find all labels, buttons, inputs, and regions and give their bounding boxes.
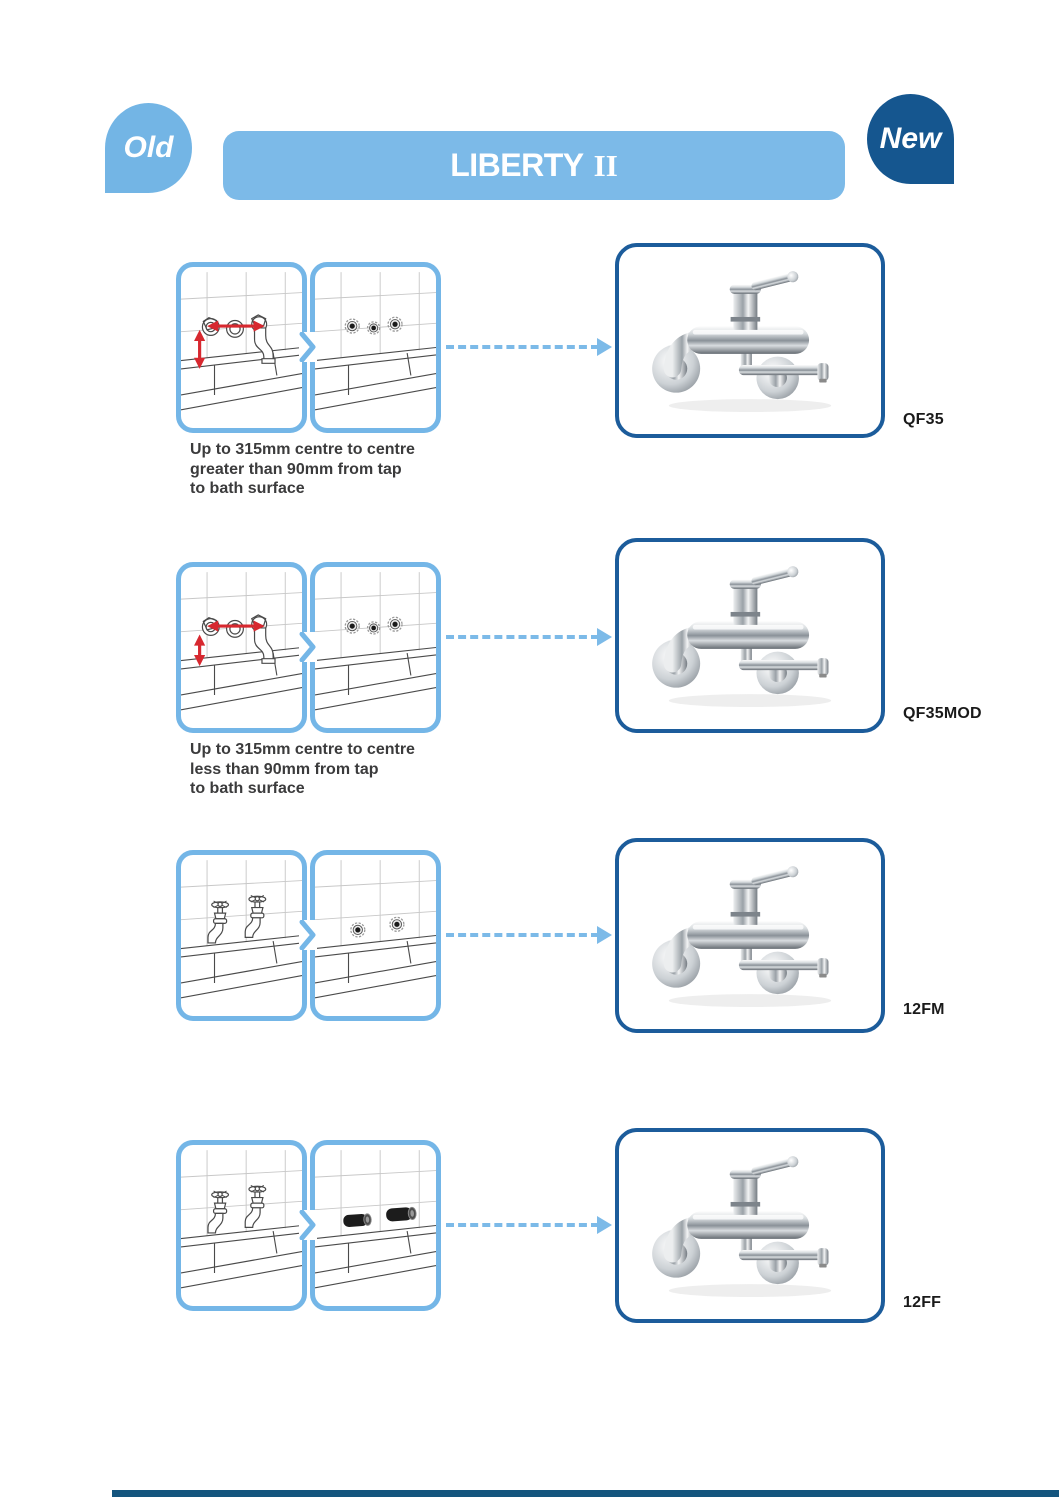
row3-product-code: 12FM [903, 1001, 945, 1018]
connector-chevron-icon [299, 632, 317, 662]
faucet-photo [630, 1143, 870, 1308]
new-badge [867, 94, 954, 184]
bottom-accent-bar [112, 1490, 1059, 1497]
row4-product-code: 12FF [903, 1294, 942, 1311]
dashed-arrow-right-icon [446, 925, 612, 945]
arrow-line [446, 345, 599, 349]
connector-chevron-icon [299, 1210, 317, 1240]
bib-taps-drawing [181, 1145, 302, 1306]
wall-mixer-drawing [181, 267, 302, 428]
three-holes-drawing [315, 267, 436, 428]
caption-line: Up to 315mm centre to centre [190, 741, 415, 758]
caption-line: to bath surface [190, 480, 305, 497]
caption-line: less than 90mm from tap [190, 760, 379, 778]
row1-product-photo-box [615, 243, 885, 438]
old-badge-label: Old [123, 131, 174, 164]
arrow-line [446, 933, 599, 937]
row1-product-code: QF35 [903, 411, 944, 428]
faucet-photo [630, 853, 870, 1018]
caption-line: to bath surface [190, 780, 305, 797]
faucet-photo [630, 258, 870, 423]
row2-old-installation-illustration [176, 562, 307, 733]
row2-product-code: QF35MOD [903, 705, 982, 722]
arrow-head [597, 628, 612, 646]
row2-new-installation-illustration [310, 562, 441, 733]
caption-line: Up to 315mm centre to centre [190, 441, 415, 458]
dashed-arrow-right-icon [446, 1215, 612, 1235]
old-badge [105, 103, 192, 193]
arrow-head [597, 338, 612, 356]
bib-taps-drawing [181, 855, 302, 1016]
connector-chevron-icon [299, 332, 317, 362]
row4-old-installation-illustration [176, 1140, 307, 1311]
page-title: LIBERTY [450, 147, 584, 183]
caption-line: greater than 90mm from tap [190, 460, 402, 478]
page-title-banner [223, 131, 845, 200]
row4-new-installation-illustration [310, 1140, 441, 1311]
three-holes-drawing [315, 567, 436, 728]
row3-product-photo-box [615, 838, 885, 1033]
row1-new-installation-illustration [310, 262, 441, 433]
row1-old-installation-illustration [176, 262, 307, 433]
faucet-photo [630, 553, 870, 718]
arrow-head [597, 926, 612, 944]
page-title-suffix: II [593, 147, 618, 183]
dashed-arrow-right-icon [446, 627, 612, 647]
wall-mixer-drawing [181, 567, 302, 728]
row3-old-installation-illustration [176, 850, 307, 1021]
row1-caption [190, 440, 450, 499]
arrow-head [597, 1216, 612, 1234]
row3-new-installation-illustration [310, 850, 441, 1021]
arrow-line [446, 635, 599, 639]
pipe-stubs-drawing [315, 1145, 436, 1306]
arrow-line [446, 1223, 599, 1227]
connector-chevron-icon [299, 920, 317, 950]
new-badge-label: New [879, 122, 942, 155]
row2-caption [190, 740, 450, 799]
dashed-arrow-right-icon [446, 337, 612, 357]
two-holes-drawing [315, 855, 436, 1016]
row4-product-photo-box [615, 1128, 885, 1323]
row2-product-photo-box [615, 538, 885, 733]
